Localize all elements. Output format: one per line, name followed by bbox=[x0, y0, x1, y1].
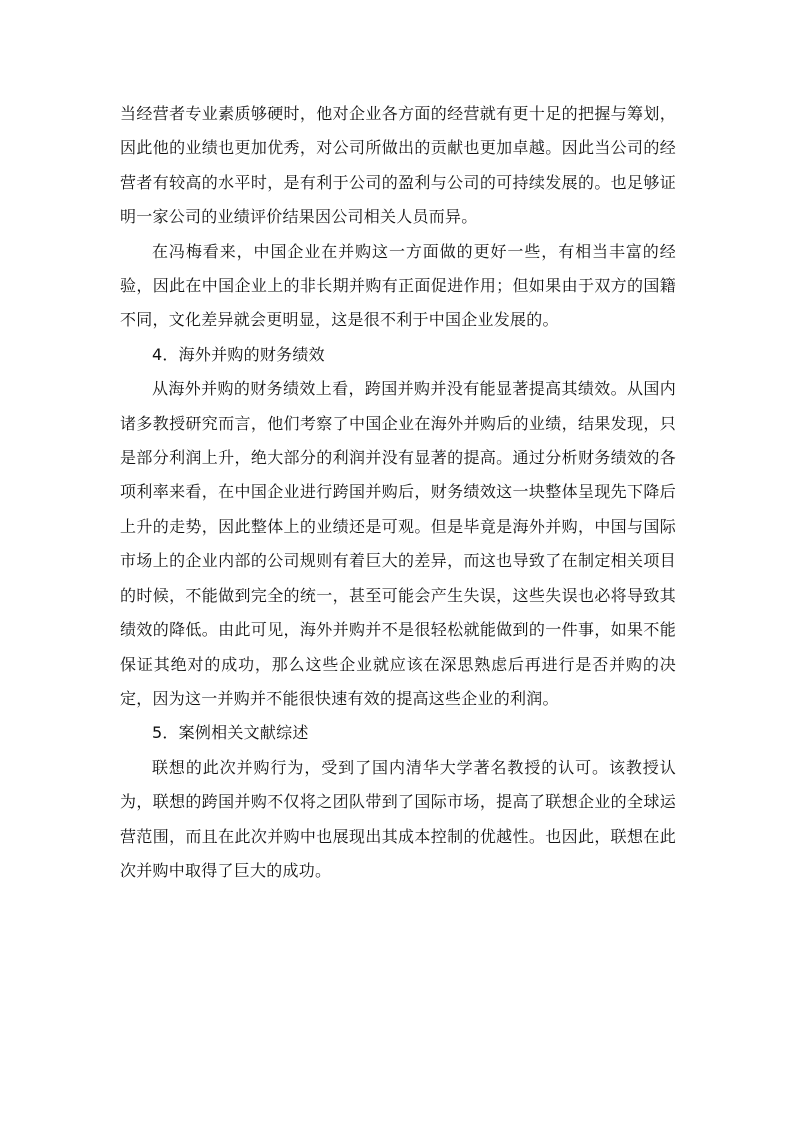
section-heading-overseas-financial-performance: 4．海外并购的财务绩效 bbox=[152, 344, 325, 364]
paragraph-financial-performance: 从海外并购的财务绩效上看，跨国并购并没有能显著提高其绩效。从国内诸多教授研究而言，他们考察了中国企业在海外并购后的业绩，结果发现，只是部分利润上升，绝大部分的利润并没有显著的提高。通过分析财务绩效的各项利率来看，在中国企业进行跨国并购后，财务绩效这一块整体呈现先下降后上升的走势，因此整体上的业绩还是可观。但是毕竟是海外并购，中国与国际市场上的企业内部的公司规则有着巨大的差异，而这也导致了在制定相关项目的时候，不能做到完全的统一，甚至可能会产生失误，这些失误也必将导致其绩效的降低。由此可见，海外并购并不是很轻松就能做到的一件事，如果不能保证其绝对的成功，那么这些企业就应该在深思熟虑后再进行是否并购的决定，因为这一并购并不能很快速有效的提高这些企业的利润。 bbox=[120, 379, 676, 708]
paragraph-continuation: 当经营者专业素质够硬时，他对企业各方面的经营就有更十足的把握与筹划，因此他的业绩也更加优秀，对公司所做出的贡献也更加卓越。因此当公司的经营者有较高的水平时，是有利于公司的盈利与公司的可持续发展的。也足够证明一家公司的业绩评价结果因公司相关人员而异。 bbox=[120, 104, 676, 227]
document-body bbox=[120, 97, 676, 888]
paragraph-feng-mei: 在冯梅看来，中国企业在并购这一方面做的更好一些，有相当丰富的经验，因此在中国企业上的非长期并购有正面促进作用；但如果由于双方的国籍不同，文化差异就会更明显，这是很不利于中国企业发展的。 bbox=[120, 241, 676, 330]
section-heading-case-literature-review: 5．案例相关文献综述 bbox=[152, 723, 309, 743]
paragraph-lenovo-case: 联想的此次并购行为，受到了国内清华大学著名教授的认可。该教授认为，联想的跨国并购不仅将之团队带到了国际市场，提高了联想企业的全球运营范围，而且在此次并购中也展现出其成本控制的优越性。也因此，联想在此次并购中取得了巨大的成功。 bbox=[120, 757, 676, 880]
